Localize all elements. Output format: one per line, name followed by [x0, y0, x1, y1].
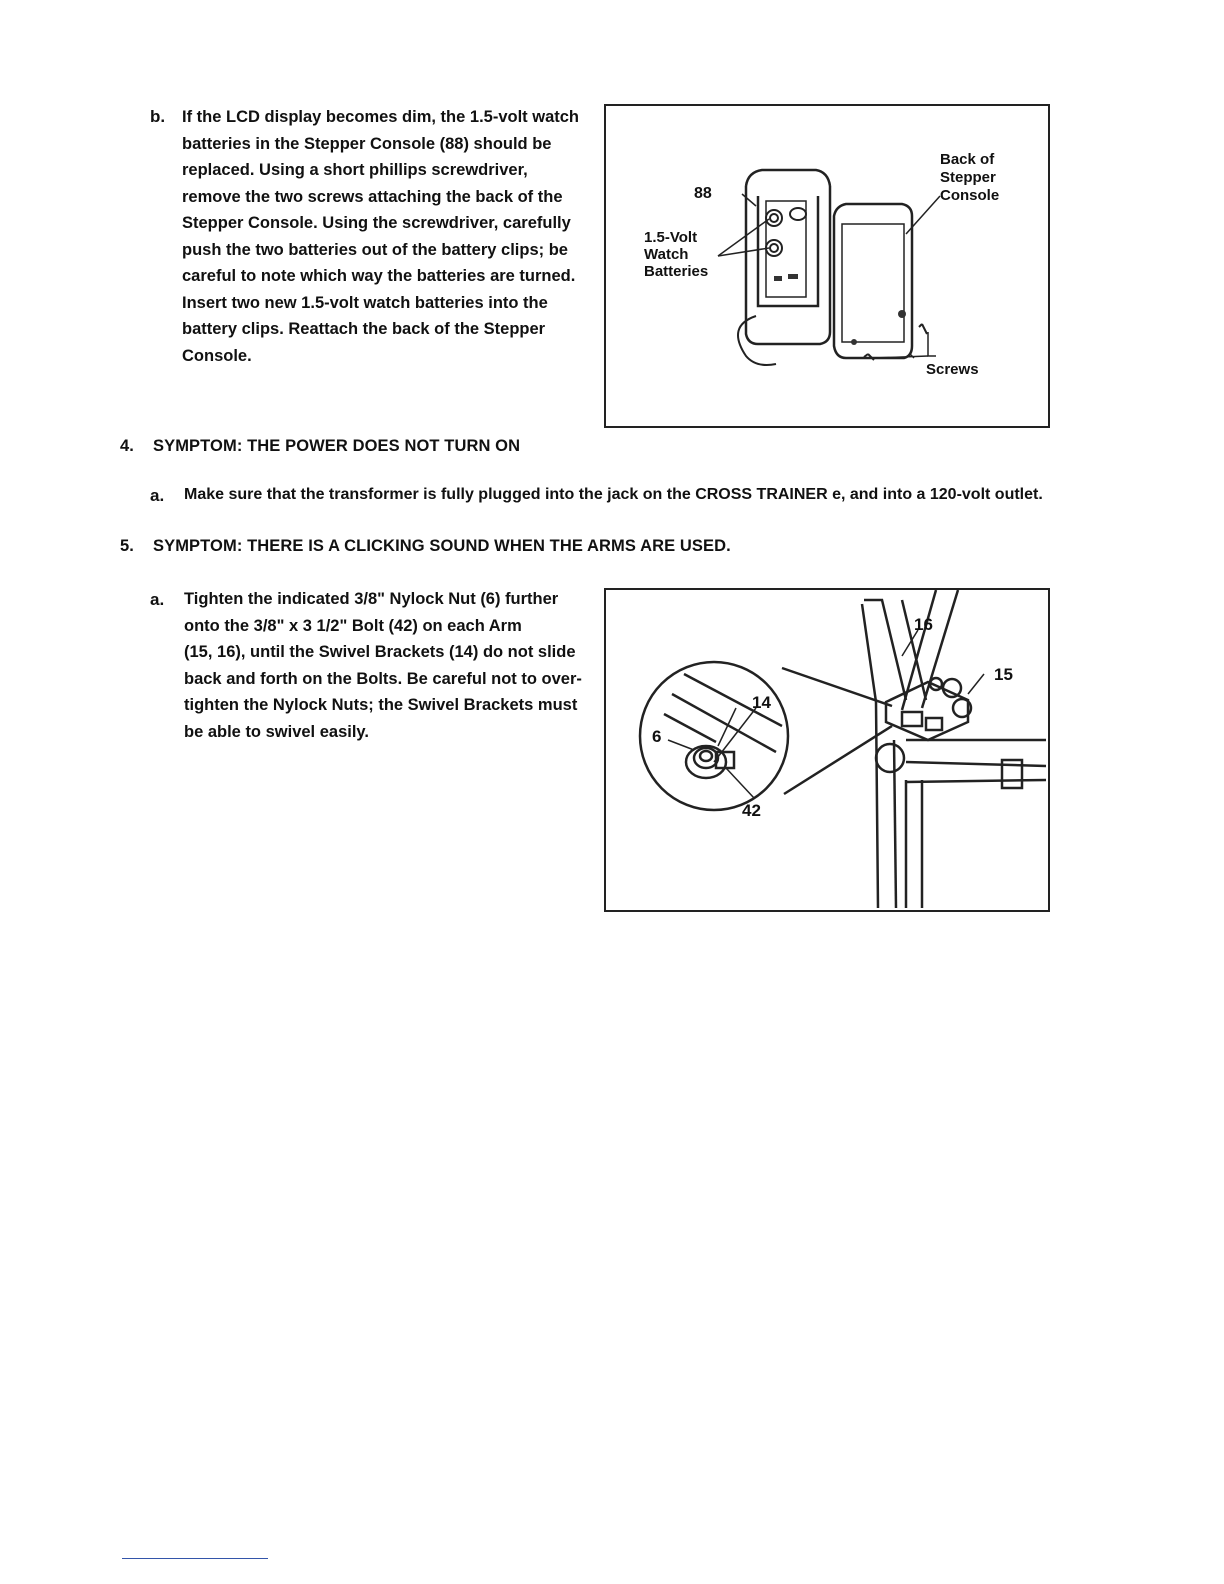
figure2-label-14: 14 — [752, 693, 771, 712]
symptom-4-item-text: Make sure that the transformer is fully plugged into the jack on the CROSS TRAINER e, and into a 120-volt outlet. — [184, 486, 1043, 503]
symptom-5-item-marker: a. — [150, 590, 165, 609]
figure1-label-batteries-3: Batteries — [644, 263, 709, 280]
step-b-line: replaced. Using a short phillips screwdriver, — [182, 161, 528, 179]
figure2-label-42: 42 — [742, 801, 761, 820]
symptom-5-line: back and forth on the Bolts. Be careful not to over- — [184, 669, 582, 688]
symptom-4-heading: SYMPTOM: THE POWER DOES NOT TURN ON — [153, 437, 521, 455]
battery-replacement-illustration — [606, 106, 1048, 426]
figure2-label-15: 15 — [994, 665, 1013, 684]
figure2-label-16: 16 — [914, 615, 933, 634]
step-b-line: push the two batteries out of the battery clips; be — [182, 240, 568, 259]
step-b-line: If the LCD display becomes dim, the 1.5-volt watch — [182, 108, 579, 126]
step-b-line: Insert two new 1.5-volt watch batteries into the — [182, 293, 548, 312]
step-b-marker: b. — [150, 107, 166, 126]
symptom-5-line: tighten the Nylock Nuts; the Swivel Brackets must — [184, 696, 578, 714]
figure1-label-back-1: Back of — [940, 151, 995, 168]
step-b-line: batteries in the Stepper Console (88) should be — [182, 134, 552, 153]
figure1-label-batteries-1: 1.5-Volt — [644, 229, 698, 246]
figure1-label-screws: Screws — [926, 361, 979, 378]
step-b-line: careful to note which way the batteries are turned. — [182, 267, 576, 285]
figure1-label-batteries-2: Watch — [644, 246, 689, 263]
symptom-5-number: 5. — [120, 537, 134, 555]
footer-rule — [122, 1558, 268, 1559]
swivel-bracket-figure — [604, 588, 1050, 912]
symptom-5-text — [184, 586, 604, 745]
step-b-text — [182, 104, 602, 369]
step-b-line: Console. — [182, 346, 252, 365]
symptom-4-item-marker: a. — [150, 486, 165, 505]
figure1-label-back-2: Stepper — [940, 169, 996, 186]
symptom-5-line: be able to swivel easily. — [184, 722, 369, 741]
symptom-5-line: (15, 16), until the Swivel Brackets (14) do not slide — [184, 643, 576, 661]
step-b-line: battery clips. Reattach the back of the Stepper — [182, 320, 546, 338]
figure2-label-6: 6 — [652, 727, 662, 746]
symptom-5-heading: SYMPTOM: THERE IS A CLICKING SOUND WHEN THE ARMS ARE USED. — [153, 537, 731, 555]
figure1-label-back-3: Console — [940, 187, 1000, 204]
symptom-5-line: onto the 3/8" x 3 1/2" Bolt (42) on each Arm — [184, 616, 522, 635]
swivel-bracket-illustration — [606, 590, 1048, 910]
figure1-label-88: 88 — [694, 185, 712, 202]
battery-replacement-figure — [604, 104, 1050, 428]
step-b-line: remove the two screws attaching the back of the — [182, 187, 563, 206]
symptom-5-line: Tighten the indicated 3/8" Nylock Nut (6) further — [184, 590, 559, 608]
step-b-line: Stepper Console. Using the screwdriver, carefully — [182, 214, 571, 232]
symptom-4-number: 4. — [120, 437, 134, 455]
